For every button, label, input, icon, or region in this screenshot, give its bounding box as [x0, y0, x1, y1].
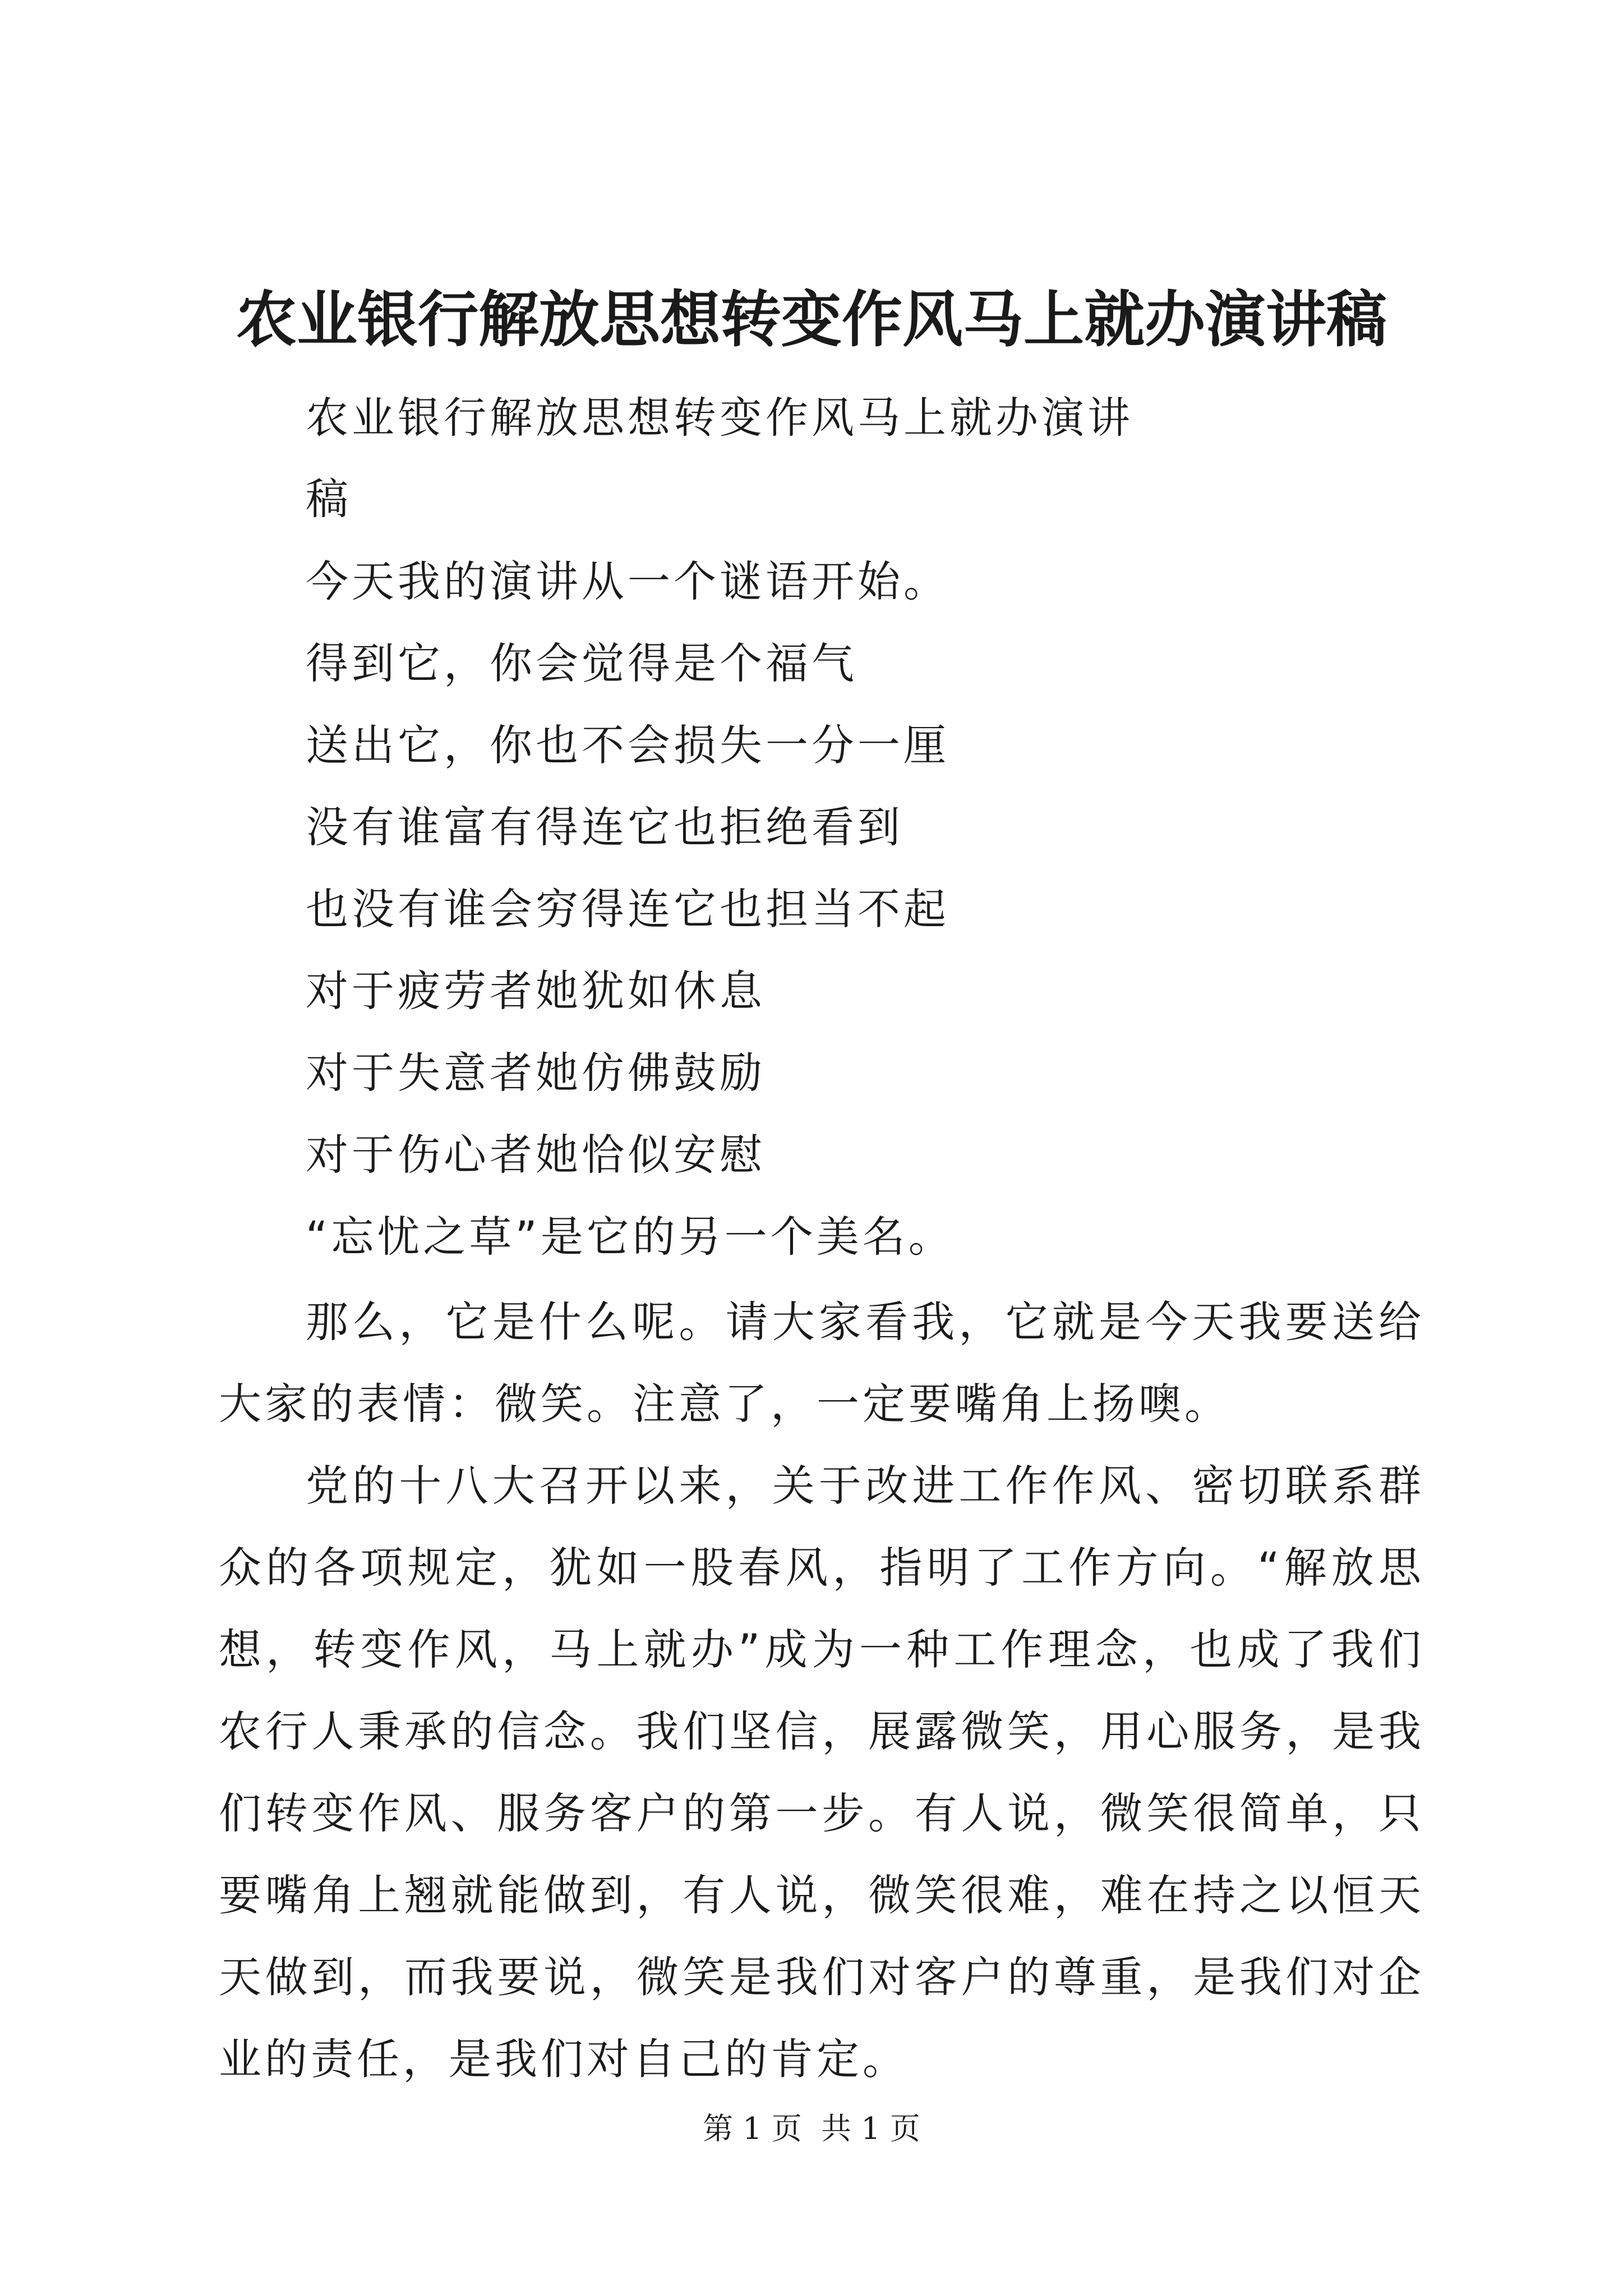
text-line-10: 对于伤心者她恰似安慰	[306, 1130, 766, 1180]
text-line-9: 对于失意者她仿佛鼓励	[306, 1048, 766, 1098]
text-line-7: 也没有谁会穷得连它也担当不起	[306, 884, 949, 934]
document-title: 农业银行解放思想转变作风马上就办演讲稿	[236, 284, 1387, 355]
text-line-8: 对于疲劳者她犹如休息	[306, 966, 766, 1016]
body-paragraph-1: 那么，它是什么呢。请大家看我，它就是今天我要送给大家的表情：微笑。注意了，一定要嘴角上扬噢。	[219, 1297, 1424, 1429]
text-line-11: “忘忧之草”是它的另一个美名。	[306, 1212, 955, 1262]
text-line-6: 没有谁富有得连它也拒绝看到	[306, 802, 903, 852]
page-footer: 第 1 页 共 1 页	[703, 2111, 920, 2146]
text-line-5: 送出它，你也不会损失一分一厘	[306, 720, 949, 770]
text-line-4: 得到它，你会觉得是个福气	[306, 638, 857, 688]
text-line-2: 稿	[306, 474, 352, 524]
body-paragraph-2: 党的十八大召开以来，关于改进工作作风、密切联系群众的各项规定，犹如一股春风，指明了工作方向。“解放思想，转变作风，马上就办”成为一种工作理念，也成了我们农行人秉承的信念。我们坚信，展露微笑，用心服务，是我们转变作风、服务客户的第一步。有人说，微笑很简单，只要嘴角上翘就能做到，有人说，微笑很难，难在持之以恒天天做到，而我要说，微笑是我们对客户的尊重，是我们对企业的责任，是我们对自己的肯定。	[219, 1461, 1424, 2084]
text-line-3: 今天我的演讲从一个谜语开始。	[306, 556, 949, 606]
text-line-1: 农业银行解放思想转变作风马上就办演讲	[306, 393, 1133, 443]
